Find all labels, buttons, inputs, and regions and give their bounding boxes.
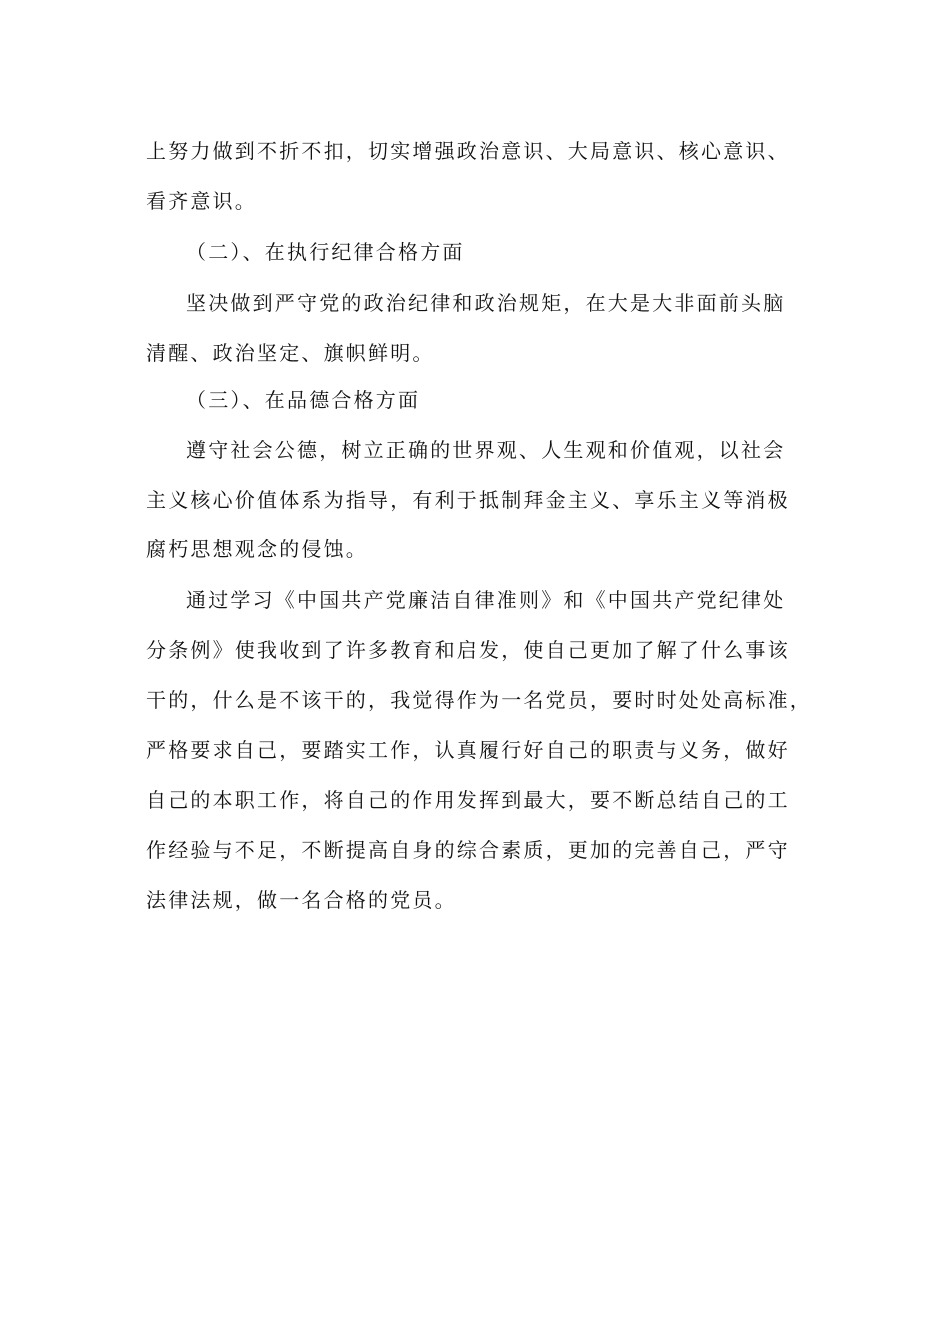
paragraph-4-line-1: 通过学习《中国共产党廉洁自律准则》和《中国共产党纪律处 [186,588,786,612]
paragraph-4-line-7: 法律法规，做一名合格的党员。 [146,888,457,912]
paragraph-2-line-1: 坚决做到严守党的政治纪律和政治规矩，在大是大非面前头脑 [186,291,786,315]
paragraph-1-line-2: 看齐意识。 [146,189,257,213]
paragraph-4-line-3: 干的，什么是不该干的，我觉得作为一名党员，要时时处处高标准， [146,688,812,712]
paragraph-4-line-6: 作经验与不足，不断提高自身的综合素质，更加的完善自己，严守 [146,838,790,862]
paragraph-3-line-3: 腐朽思想观念的侵蚀。 [146,537,368,561]
paragraph-4-line-2: 分条例》使我收到了许多教育和启发，使自己更加了解了什么事该 [146,638,790,662]
paragraph-2-line-2: 清醒、政治坚定、旗帜鲜明。 [146,341,435,365]
paragraph-3-line-1: 遵守社会公德，树立正确的世界观、人生观和价值观，以社会 [186,438,786,462]
section-heading-2: （二）、在执行纪律合格方面 [186,240,465,264]
paragraph-4-line-5: 自己的本职工作，将自己的作用发挥到最大，要不断总结自己的工 [146,788,790,812]
paragraph-1-line-1: 上努力做到不折不扣，切实增强政治意识、大局意识、核心意识、 [146,139,790,163]
section-heading-3: （三）、在品德合格方面 [186,388,421,412]
paragraph-4-line-4: 严格要求自己，要踏实工作，认真履行好自己的职责与义务，做好 [146,738,790,762]
paragraph-3-line-2: 主义核心价值体系为指导，有利于抵制拜金主义、享乐主义等消极 [146,488,790,512]
